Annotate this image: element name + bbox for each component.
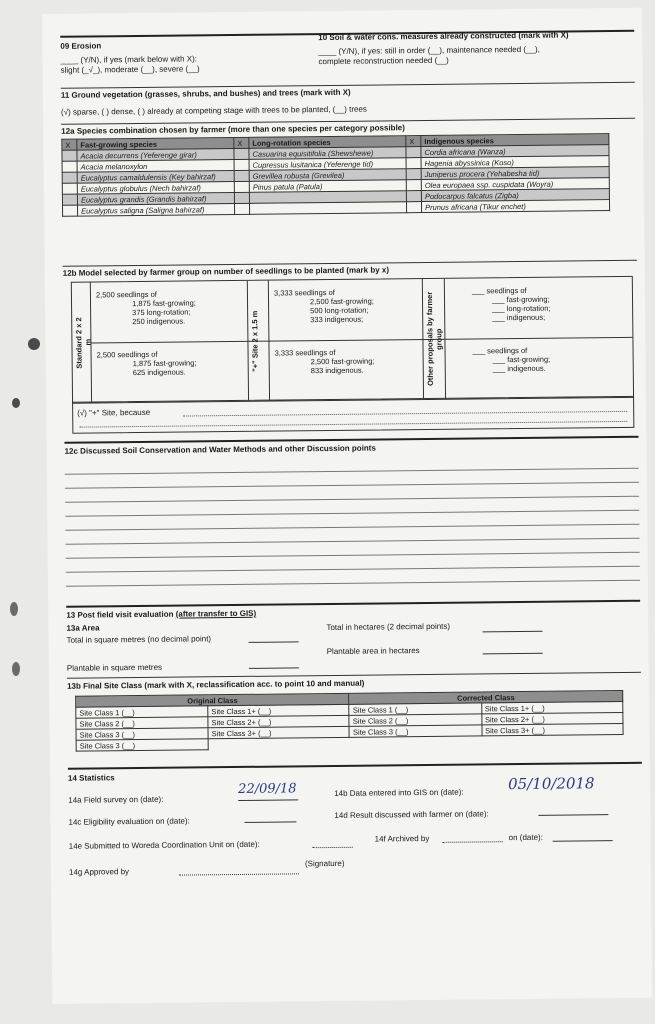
- sqm-input[interactable]: [249, 641, 299, 643]
- model-title: 12b Model selected by farmer group on number of seedlings to be planted (mark by x): [62, 265, 390, 278]
- species-header-x3: X: [406, 136, 421, 147]
- species-cell: [249, 202, 406, 215]
- site-class-option[interactable]: Site Class 3 (__): [76, 728, 208, 740]
- option-line: 2,500 fast-growing;: [310, 356, 375, 367]
- option-line: 2,500 fast-growing;: [309, 296, 374, 307]
- standard-option-b[interactable]: [97, 349, 197, 377]
- gis-entry-label: 14b Data entered into GIS on (date):: [334, 787, 464, 798]
- approved-label: 14g Approved by: [68, 867, 130, 877]
- approved-input[interactable]: [179, 873, 299, 875]
- site-class-option[interactable]: Site Class 2 (__): [76, 717, 208, 729]
- species-cell: Acacia decurrens (Yeferenge girar): [77, 148, 234, 161]
- empty-cell: [208, 737, 349, 749]
- option-line: 250 indigenous.: [132, 316, 186, 327]
- option-line: ___ long-rotation;: [492, 303, 551, 314]
- soil-water-line1: ____ (Y/N), if yes: still in order (__), maintenance needed (__),: [318, 44, 540, 57]
- species-cell: Eucalyptus saligna (Saligna bahirzaf): [78, 203, 235, 216]
- corrected-class-header: Corrected Class: [349, 690, 623, 704]
- species-checkbox[interactable]: [406, 147, 421, 158]
- archived-label: 14f Archived by: [374, 833, 430, 844]
- species-header-long: Long-rotation species: [249, 136, 406, 149]
- species-checkbox[interactable]: [406, 169, 421, 180]
- submitted-input[interactable]: [313, 847, 353, 848]
- soil-water-line2: complete reconstruction needed (__): [318, 55, 449, 67]
- option-line: 2,500 seedlings of: [95, 289, 157, 300]
- sqm-label: Total in square metres (no decimal point): [66, 634, 212, 645]
- species-cell: Hagenia abyssinica (Koso): [421, 156, 609, 169]
- result-discussed-label: 14d Result discussed with farmer on (date):: [334, 809, 489, 820]
- species-checkbox[interactable]: [234, 170, 249, 181]
- option-line: 1,875 fast-growing;: [132, 358, 197, 369]
- site-class-title: 13b Final Site Class (mark with X, reclassification acc. to point 10 and manual): [66, 678, 365, 691]
- site-class-option[interactable]: Site Class 3+ (__): [208, 726, 349, 738]
- discussion-title: 12c Discussed Soil Conservation and Water Methods and other Discussion points: [64, 443, 376, 456]
- species-checkbox[interactable]: [62, 194, 77, 205]
- empty-cell: [350, 736, 482, 748]
- site-class-option[interactable]: Site Class 3+ (__): [482, 723, 624, 735]
- soil-water-title: 10 Soil & water cons. measures already constructed (mark with X): [318, 30, 569, 43]
- discussion-line[interactable]: [66, 580, 640, 587]
- model-grid: [71, 276, 634, 404]
- site-class-option[interactable]: Site Class 2 (__): [349, 714, 481, 726]
- site-class-option[interactable]: Site Class 1+ (__): [481, 701, 623, 713]
- species-checkbox[interactable]: [234, 192, 249, 203]
- because-input[interactable]: [183, 411, 627, 417]
- site-class-option[interactable]: Site Class 1 (__): [349, 703, 481, 715]
- plant-sqm-input[interactable]: [249, 667, 299, 669]
- discussion-line[interactable]: [66, 552, 640, 559]
- discussion-line[interactable]: [65, 524, 639, 531]
- species-checkbox[interactable]: [63, 205, 78, 216]
- archived-on-input[interactable]: [553, 840, 613, 842]
- species-checkbox[interactable]: [62, 183, 77, 194]
- option-line: ___ fast-growing;: [491, 294, 550, 305]
- species-cell: Prunus africana (Tikur enchet): [421, 200, 609, 213]
- species-cell: Olea europaea ssp. cuspidata (Woyra): [421, 178, 609, 191]
- species-checkbox[interactable]: [234, 181, 249, 192]
- standard-label: Standard 2 x 2 m: [74, 316, 93, 369]
- species-checkbox[interactable]: [234, 203, 249, 214]
- option-line: ___ seedlings of: [471, 285, 527, 296]
- species-checkbox[interactable]: [234, 159, 249, 170]
- discussion-line[interactable]: [65, 510, 639, 517]
- site-class-option[interactable]: Site Class 1+ (__): [208, 704, 349, 716]
- site-class-option[interactable]: Site Class 3 (__): [76, 739, 208, 751]
- species-header-x1: X: [62, 139, 77, 150]
- species-cell: Eucalyptus grandis (Grandis bahirzaf): [77, 192, 234, 205]
- statistics-title: 14 Statistics: [67, 773, 115, 783]
- field-survey-label: 14a Field survey on (date):: [68, 794, 164, 805]
- because-label: (√) "+" Site, because: [77, 407, 151, 418]
- site-class-option[interactable]: Site Class 2+ (__): [481, 712, 623, 724]
- punch-hole: [12, 662, 20, 676]
- ground-vegetation-line: (√) sparse, ( ) dense, ( ) already at competing stage with trees to be planted, (__) trees: [60, 104, 367, 117]
- submitted-label: 14e Submitted to Woreda Coordination Unit on (date):: [68, 839, 260, 851]
- eligibility-label: 14c Eligibility evaluation on (date):: [68, 816, 190, 827]
- option-line: 625 indigenous.: [132, 367, 186, 378]
- option-line: ___ fast-growing;: [492, 354, 551, 365]
- punch-hole: [10, 602, 18, 616]
- ha-label: Total in hectares (2 decimal points): [326, 621, 451, 633]
- evaluation-title: 13 Post field visit evaluation: [66, 609, 174, 620]
- discussion-line[interactable]: [66, 538, 640, 545]
- species-section: [61, 121, 636, 217]
- eligibility-input[interactable]: [244, 821, 296, 823]
- site-class-option[interactable]: Site Class 3 (__): [349, 725, 481, 737]
- site-option-b[interactable]: [275, 348, 375, 376]
- field-survey-input[interactable]: [238, 799, 298, 801]
- plant-ha-input[interactable]: [483, 653, 543, 655]
- site-label: "+" Site 2 x 1.5 m: [250, 310, 260, 372]
- other-label: Other proposals by farmer group: [424, 291, 444, 387]
- species-cell: Eucalyptus camaldulensis (Key bahirzaf): [77, 170, 234, 183]
- species-cell: Podocarpus falcatus (Zigba): [421, 189, 609, 202]
- option-line: 833 indigenous.: [310, 365, 364, 376]
- species-cell: Cordia africana (Wanza): [421, 145, 609, 158]
- species-checkbox[interactable]: [406, 180, 421, 191]
- ha-input[interactable]: [482, 631, 542, 633]
- gis-entry-date[interactable]: 05/10/2018: [507, 774, 595, 794]
- discussion-line[interactable]: [66, 566, 640, 573]
- plant-ha-label: Plantable area in hectares: [326, 646, 420, 657]
- signature-label: (Signature): [304, 858, 345, 869]
- punch-hole: [12, 398, 20, 408]
- species-cell: Casuarina equisitifolia (Shewshewe): [249, 147, 406, 160]
- species-cell: Cupressus lusitanica (Yeferenge tid): [249, 158, 406, 171]
- species-header-indigenous: Indigenous species: [421, 134, 609, 147]
- species-table: [61, 133, 610, 217]
- erosion-title: 09 Erosion: [60, 41, 102, 51]
- species-checkbox[interactable]: [406, 202, 421, 213]
- option-line: 2,500 seedlings of: [96, 349, 158, 360]
- species-cell: Pinus patula (Patula): [249, 180, 406, 193]
- archived-on-label: on (date):: [508, 832, 543, 843]
- option-line: 3,333 seedlings of: [274, 347, 336, 358]
- erosion-line1: ____ (Y/N), if yes (mark below with X):: [60, 54, 198, 65]
- plant-sqm-label: Plantable in square metres: [66, 662, 163, 673]
- other-option-a[interactable]: [472, 286, 551, 323]
- erosion-line2: slight (_√_), moderate (__), severe (__): [60, 64, 200, 75]
- species-cell: Eucalyptus globulus (Nech bahirzaf): [77, 181, 234, 194]
- result-discussed-input[interactable]: [538, 814, 608, 816]
- ground-vegetation-section: [61, 85, 635, 117]
- punch-hole: [28, 338, 40, 350]
- erosion-section: [60, 30, 634, 82]
- option-line: ___ indigenous;: [492, 312, 546, 323]
- site-class-table: [75, 690, 624, 752]
- option-line: 375 long-rotation;: [132, 307, 191, 318]
- option-line: ___ indigenous.: [492, 363, 546, 374]
- species-checkbox[interactable]: [62, 172, 77, 183]
- site-option-a[interactable]: [274, 288, 374, 325]
- discussion-line[interactable]: [65, 482, 639, 489]
- area-title: 13a Area: [66, 623, 100, 633]
- option-line: ___ seedlings of: [472, 345, 528, 356]
- species-checkbox[interactable]: [406, 158, 421, 169]
- species-checkbox[interactable]: [62, 161, 77, 172]
- field-survey-date[interactable]: 22/09/18: [238, 781, 297, 797]
- discussion-line[interactable]: [65, 496, 639, 503]
- archived-by-input[interactable]: [443, 841, 503, 843]
- species-title: 12a Species combination chosen by farmer (more than one species per category possible): [61, 123, 405, 136]
- species-checkbox[interactable]: [406, 191, 421, 202]
- evaluation-link[interactable]: (after transfer to GIS): [175, 608, 257, 619]
- species-cell: Acacia melanoxylon: [77, 159, 234, 172]
- divider: [90, 337, 632, 344]
- species-checkbox[interactable]: [62, 150, 77, 161]
- other-option-b[interactable]: [473, 346, 551, 374]
- species-checkbox[interactable]: [234, 148, 249, 159]
- option-line: 500 long-rotation;: [310, 305, 369, 316]
- option-line: 333 indigenous;: [310, 314, 364, 325]
- species-header-fast: Fast-growing species: [77, 137, 234, 150]
- option-line: 1,875 fast-growing;: [131, 298, 196, 309]
- because-box: [72, 396, 634, 434]
- site-class-option[interactable]: Site Class 2+ (__): [208, 715, 349, 727]
- ground-vegetation-title: 11 Ground vegetation (grasses, shrubs, and bushes) and trees (mark with X): [60, 87, 351, 100]
- because-input-2[interactable]: [79, 421, 627, 428]
- species-header-x2: X: [234, 137, 249, 148]
- species-cell: Juniperus procera (Yehabesha tid): [421, 167, 609, 180]
- species-cell: Grevillea robusta (Grevilea): [249, 169, 406, 182]
- original-class-header: Original Class: [76, 693, 350, 707]
- discussion-line[interactable]: [65, 468, 639, 475]
- empty-cell: [482, 734, 624, 746]
- option-line: 3,333 seedlings of: [273, 287, 335, 298]
- standard-option-a[interactable]: [96, 289, 196, 326]
- form-page: [42, 8, 652, 1004]
- site-class-option[interactable]: Site Class 1 (__): [76, 706, 208, 718]
